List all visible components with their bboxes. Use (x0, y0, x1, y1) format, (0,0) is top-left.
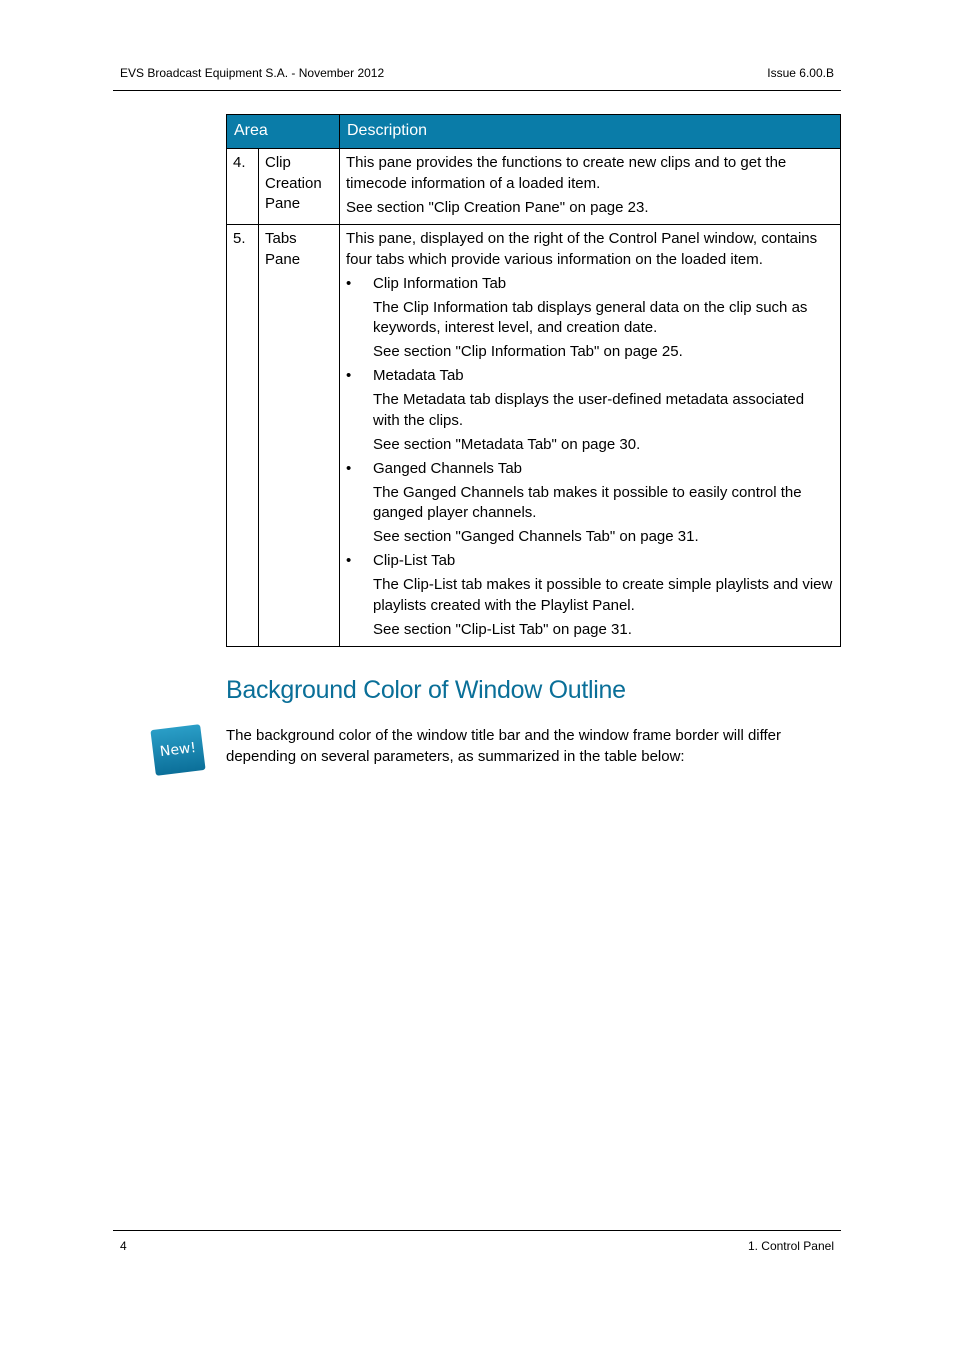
bullet-item-text: The Metadata tab displays the user-defined metadata associated with the clips. (373, 391, 805, 429)
new-badge-icon: New! (150, 724, 205, 776)
row-number: 4. (227, 149, 259, 225)
row-description (340, 225, 841, 647)
column-header-area: Area (227, 115, 340, 149)
section-reference: See section "Clip-List Tab" on page 31. (373, 620, 632, 638)
header-issue: Issue 6.00.B (767, 66, 834, 80)
section-heading: Background Color of Window Outline (226, 676, 626, 704)
bullet-item-title: • Clip-List Tab (346, 551, 834, 572)
bullet-item-text: The Clip-List tab makes it possible to create simple playlists and view playlists created with the Playlist Panel. (373, 576, 833, 614)
bullet-item-title: • Clip Information Tab (346, 274, 834, 295)
table-header-row (227, 115, 841, 149)
bullet-item-text: The Clip Information tab displays general data on the clip such as keywords, interest level, and creation date. (373, 298, 808, 336)
areas-table (226, 114, 841, 647)
chapter-name: 1. Control Panel (747, 1239, 834, 1253)
intro-paragraph: The background color of the window title bar and the window frame border will differ depending on several parameters, as summarized in the table below: (226, 727, 782, 765)
table-row (227, 149, 841, 225)
description-text: This pane provides the functions to create new clips and to get the timecode information of a loaded item. (346, 154, 787, 192)
section-reference: See section "Clip Information Tab" on page 25. (373, 343, 683, 360)
row-area-name: Clip Creation Pane (259, 149, 340, 225)
column-header-description: Description (340, 115, 841, 149)
bullet-item-title: • Metadata Tab (346, 366, 834, 387)
section-reference: See section "Ganged Channels Tab" on page 31. (373, 528, 699, 545)
row-area-name: Tabs Pane (259, 225, 340, 647)
page-header (113, 62, 841, 91)
section-reference: See section "Metadata Tab" on page 30. (373, 435, 641, 453)
row-description (340, 149, 841, 225)
table-row (227, 225, 841, 647)
header-publisher: EVS Broadcast Equipment S.A. - November 2012 (120, 66, 385, 80)
row-number: 5. (227, 225, 259, 647)
page-number: 4 (120, 1239, 127, 1253)
section-reference: See section "Clip Creation Pane" on page 23. (346, 198, 649, 216)
bullet-item-title: • Ganged Channels Tab (346, 459, 834, 480)
page-footer (113, 1230, 841, 1253)
bullet-item-text: The Ganged Channels tab makes it possible to easily control the ganged player channels. (373, 483, 802, 521)
description-text: This pane, displayed on the right of the Control Panel window, contains four tabs which provide various information on the loaded item. (346, 230, 818, 268)
